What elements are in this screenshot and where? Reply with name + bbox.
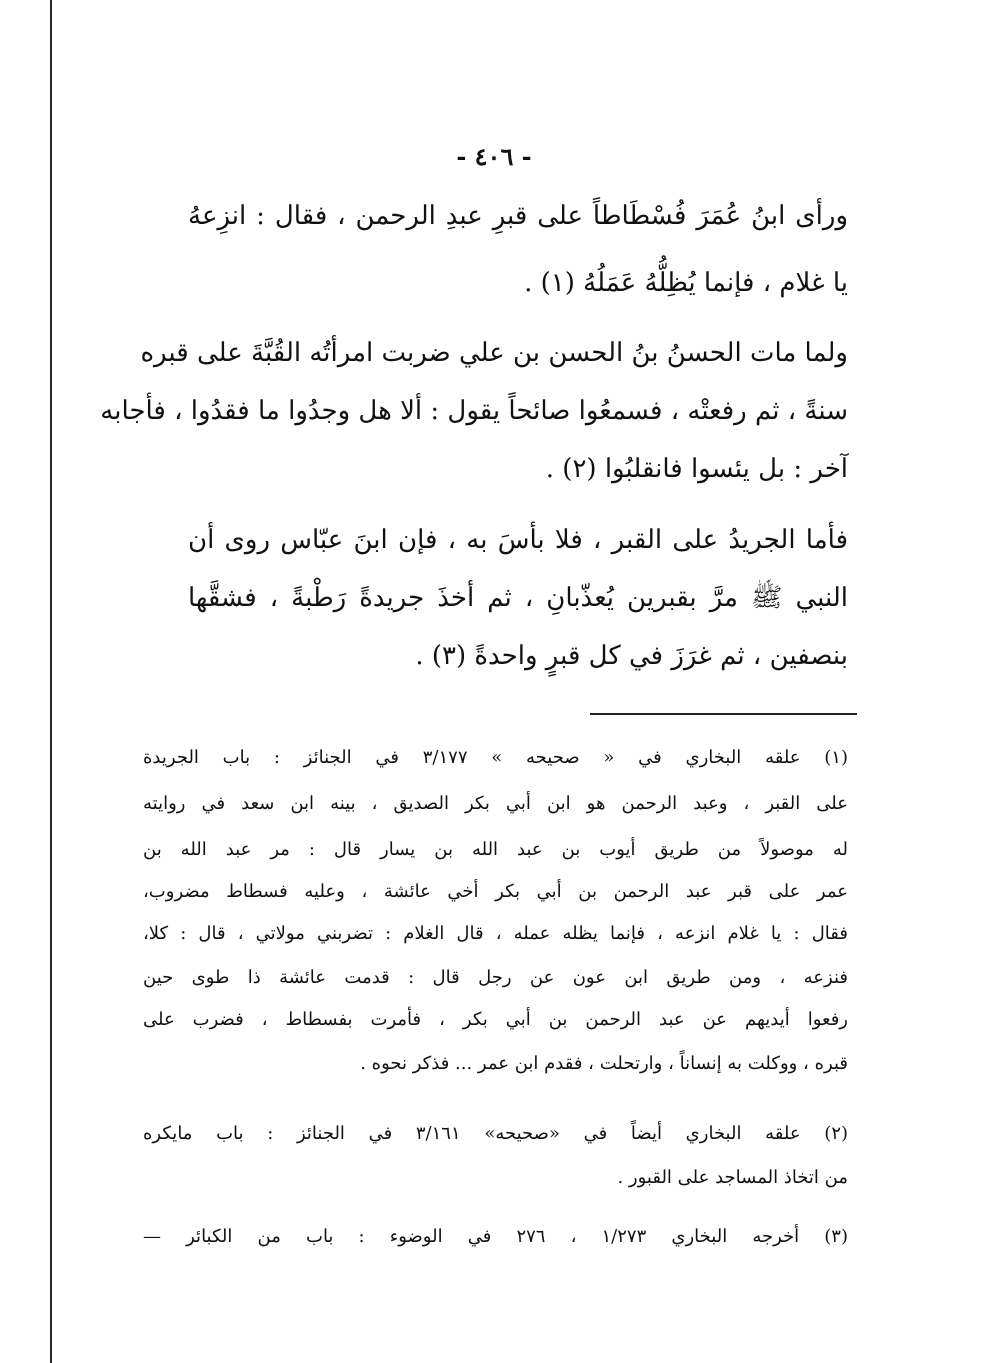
footnote-line: رفعوا أيديهم عن عبد الرحمن بن أبي بكر ، فأمرت بفسطاط ، فضرب على	[143, 1009, 848, 1030]
footnote-line: (٣) أخرجه البخاري ١/٢٧٣ ، ٢٧٦ في الوضوء : باب من الكبائر —	[143, 1226, 848, 1247]
footnote-line: (١) علقه البخاري في « صحيحه » ٣/١٧٧ في الجنائز : باب الجريدة	[143, 747, 848, 768]
main-text-line: ولما مات الحسنُ بنُ الحسن بن علي ضربت امرأتُه القُبَّةَ على قبره	[140, 338, 848, 368]
footnote-line: فنزعه ، ومن طريق ابن عون عن رجل قال : قدمت عائشة ذا طوى حين	[143, 967, 848, 988]
footnote-line: قبره ، ووكلت به إنساناً ، وارتحلت ، فقدم ابن عمر ... فذكر نحوه .	[360, 1053, 848, 1074]
main-text-line: يا غلام ، فإنما يُظِلُّهُ عَمَلُهُ (١) .	[524, 268, 848, 298]
main-text-line: بنصفين ، ثم غرَزَ في كل قبرٍ واحدةً (٣) .	[415, 641, 848, 671]
main-text-line: آخر : بل يئسوا فانقلبُوا (٢) .	[545, 454, 848, 484]
footnote-line: على القبر ، وعبد الرحمن هو ابن أبي بكر الصديق ، بينه ابن سعد في روايته	[143, 793, 848, 814]
footnote-line: من اتخاذ المساجد على القبور .	[617, 1167, 848, 1188]
page-binding-line	[50, 0, 52, 1363]
footnote-line: عمر على قبر عبد الرحمن بن أبي بكر أخي عائشة ، وعليه فسطاط مضروب،	[143, 881, 848, 902]
footnote-line: له موصولاً من طريق أيوب بن عبد الله بن يسار قال : مر عبد الله بن	[143, 839, 848, 860]
main-text-line: سنةً ، ثم رفعتْه ، فسمعُوا صائحاً يقول : ألا هل وجدُوا ما فقدُوا ، فأجابه	[100, 396, 848, 426]
page-number: - ٤٠٦ -	[456, 142, 532, 171]
footnote-separator	[590, 713, 857, 715]
main-text-line: ورأى ابنُ عُمَرَ فُسْطَاطاً على قبرِ عبدِ الرحمن ، فقال : انزِعهُ	[188, 201, 848, 231]
footnote-line: (٢) علقه البخاري أيضاً في «صحيحه» ٣/١٦١ في الجنائز : باب مايكره	[143, 1123, 849, 1144]
main-text-line: فأما الجريدُ على القبر ، فلا بأسَ به ، فإن ابنَ عبّاس روى أن	[188, 525, 848, 555]
footnote-line: فقال : يا غلام انزعه ، فإنما يظله عمله ، قال الغلام : تضربني مولاتي ، قال : كلا،	[143, 923, 848, 944]
main-text-line: النبي ﷺ مرَّ بقبرين يُعذّبانِ ، ثم أخذَ جريدةً رَطْبةً ، فشقَّها	[188, 583, 848, 613]
